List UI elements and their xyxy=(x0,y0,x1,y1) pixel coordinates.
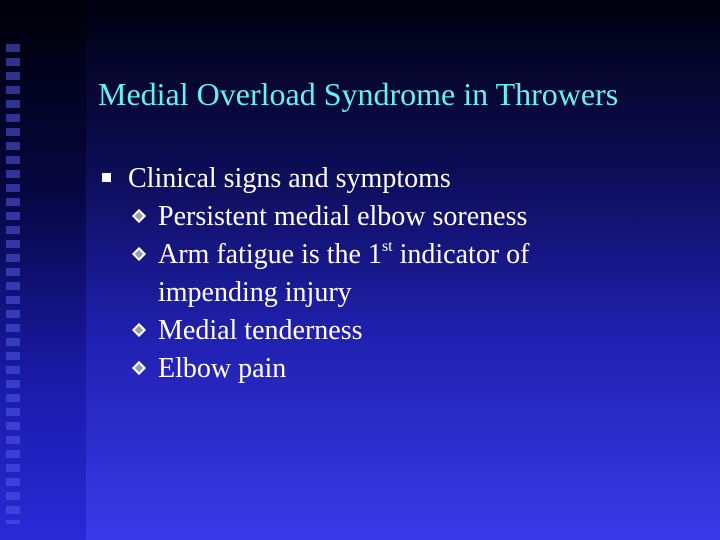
sub-bullet-text xyxy=(158,236,702,274)
bullet-text: Clinical signs and symptoms xyxy=(128,163,451,194)
sub-bullet-text: Medial tenderness xyxy=(158,315,363,346)
sub-bullet-text: Elbow pain xyxy=(158,353,287,384)
slide-title: Medial Overload Syndrome in Throwers xyxy=(98,76,619,112)
sub-bullet-item xyxy=(132,236,702,312)
diamond-bullet-icon xyxy=(132,361,146,375)
diamond-bullet-icon xyxy=(132,247,146,261)
bullet-list xyxy=(102,160,702,388)
sub-bullet-text-part: Arm fatigue is the 1 xyxy=(158,239,382,270)
sub-bullet-item xyxy=(132,198,702,236)
sub-bullet-item xyxy=(132,312,702,350)
bullet-item xyxy=(102,160,702,198)
sub-bullet-continuation: impending injury xyxy=(158,277,352,308)
sub-bullet-text-part: indicator of xyxy=(392,239,530,270)
sub-bullet-item xyxy=(132,350,702,388)
square-bullet-icon xyxy=(102,173,111,182)
superscript-text: st xyxy=(381,238,393,255)
diamond-bullet-icon xyxy=(132,209,146,223)
diamond-bullet-icon xyxy=(132,323,146,337)
sub-bullet-text: Persistent medial elbow soreness xyxy=(158,201,528,232)
